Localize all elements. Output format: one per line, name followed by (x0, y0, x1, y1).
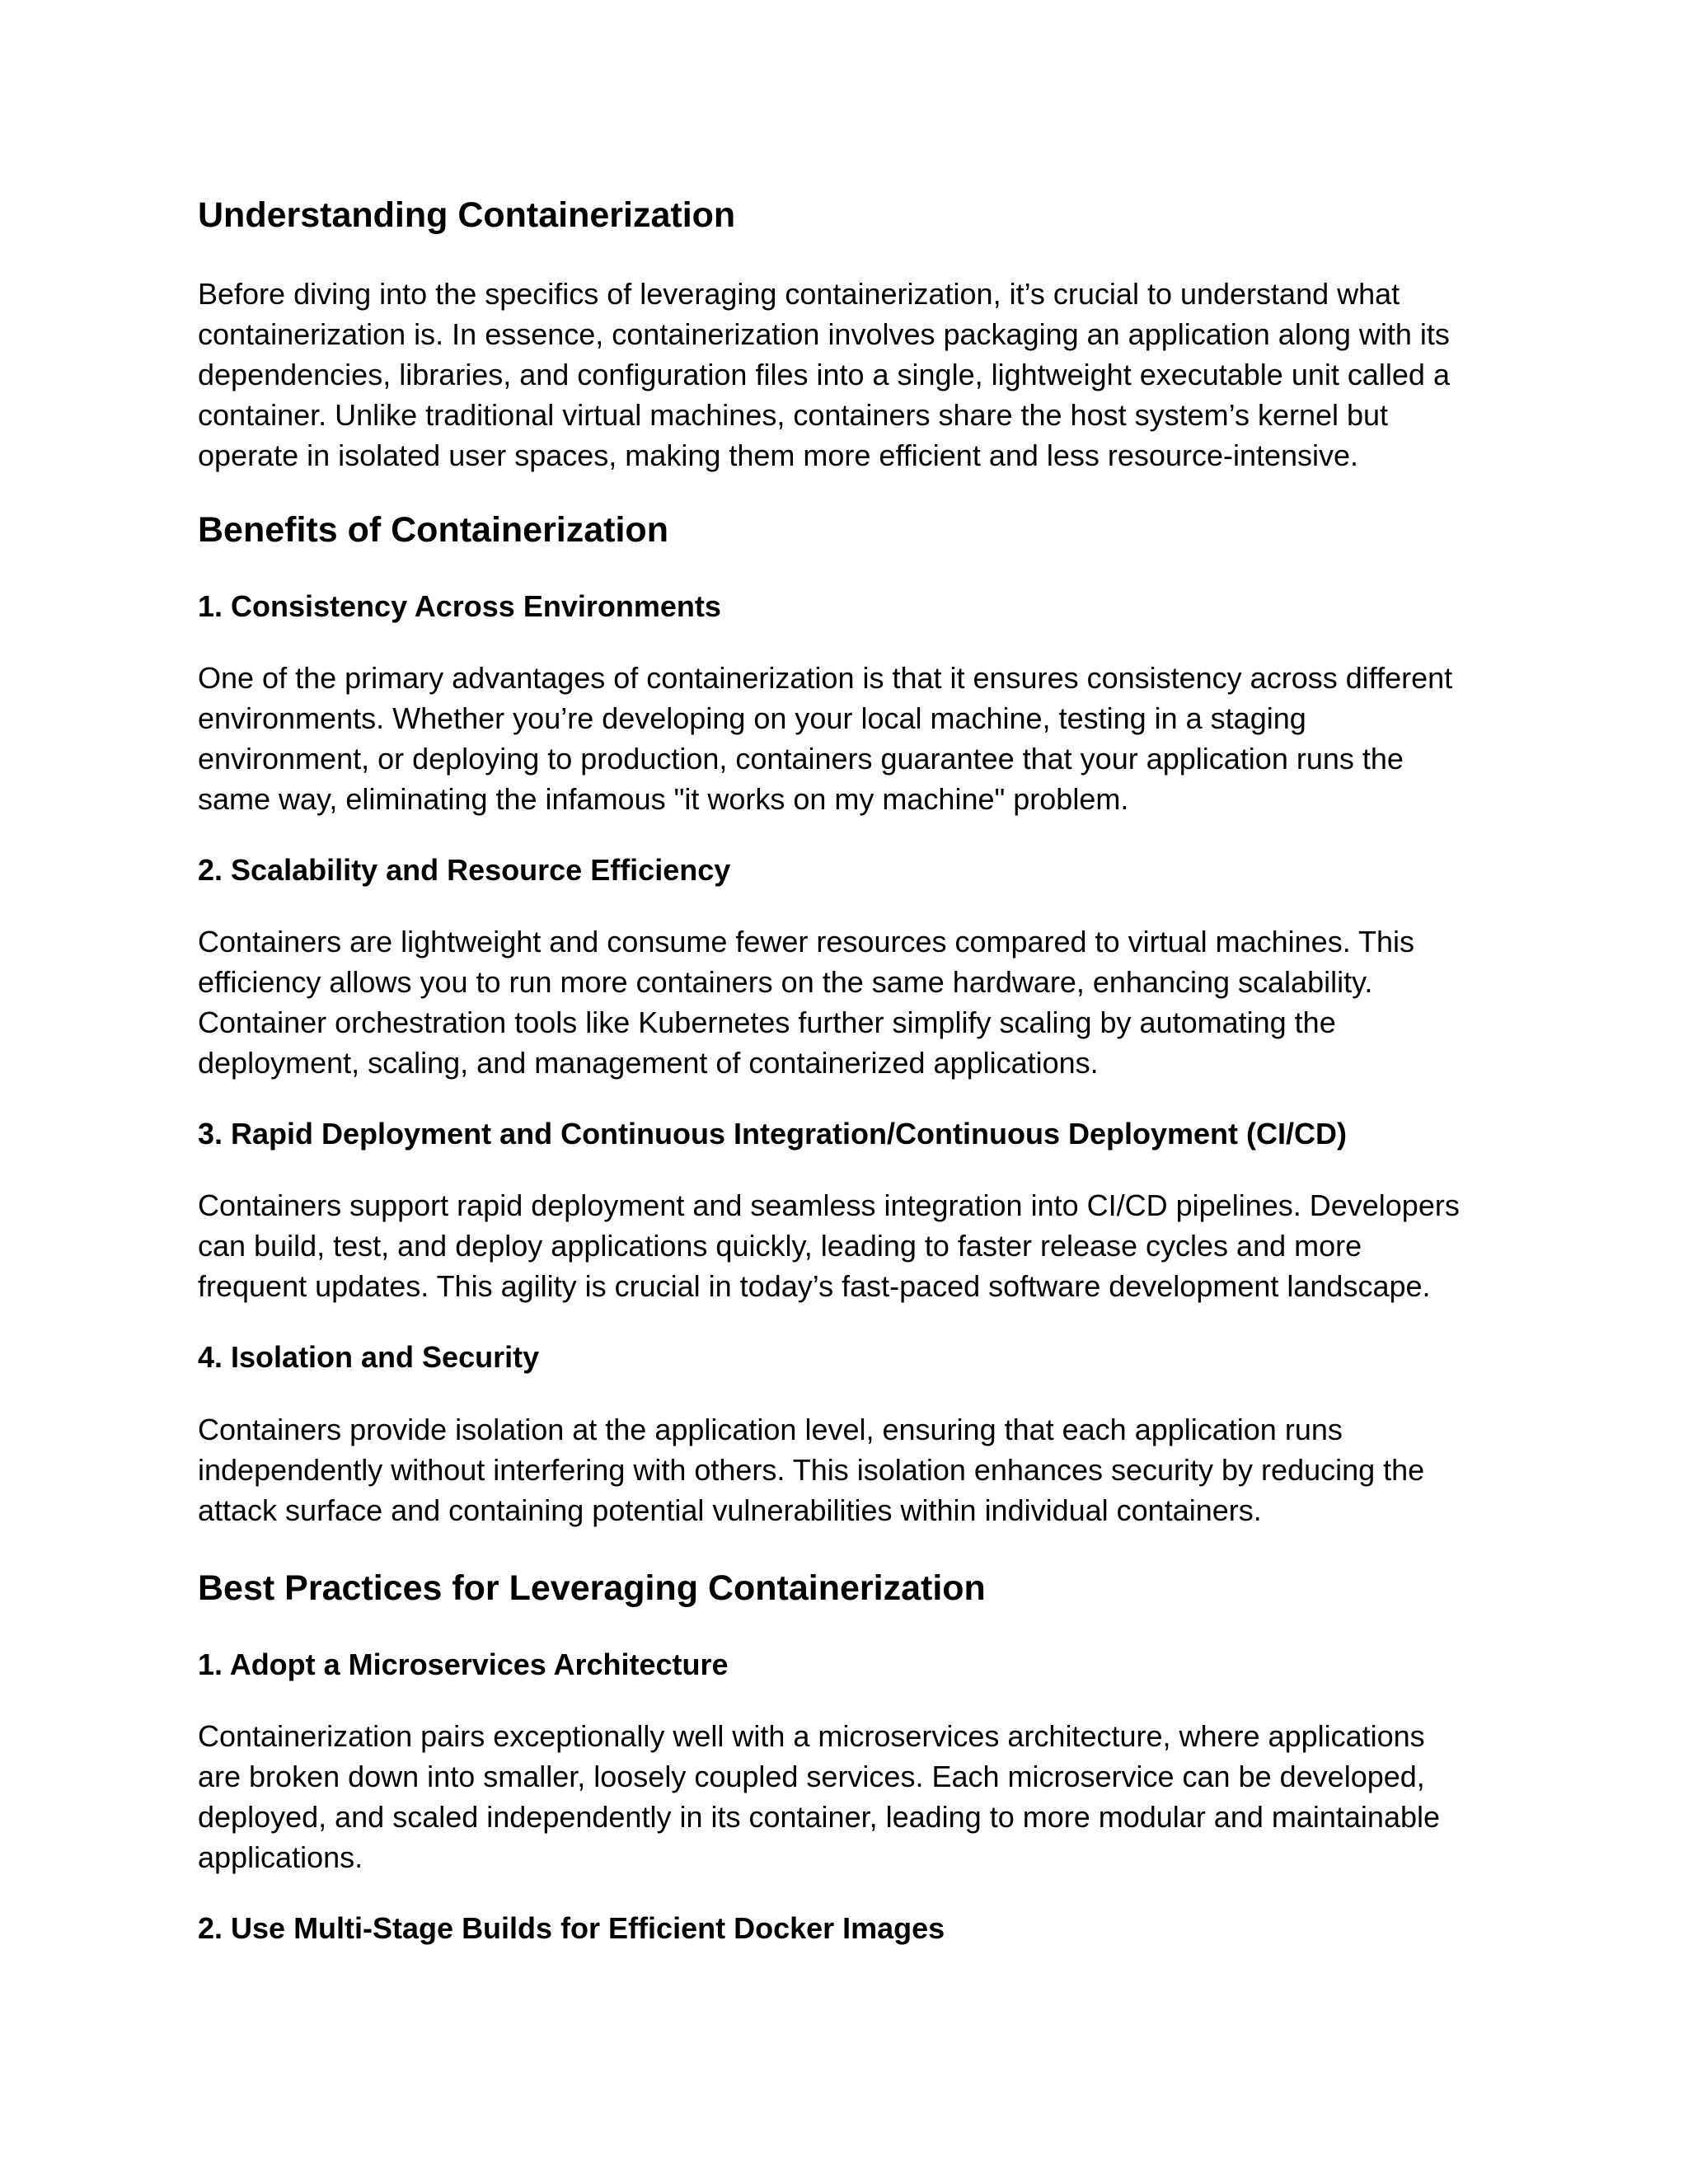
text-line: applications. (198, 1840, 363, 1874)
text-line: independently without interfering with others. This isolation enhances security by reducing the (198, 1453, 1425, 1487)
text-line: environment, or deploying to production, containers guarantee that your application runs the (198, 742, 1404, 776)
paragraph-isolation-security (198, 1409, 1424, 1530)
text-line: operate in isolated user spaces, making them more efficient and less resource-intensive. (198, 438, 1359, 472)
text-line: One of the primary advantages of containerization is that it ensures consistency across different (198, 661, 1453, 695)
subheading-scalability: 2. Scalability and Resource Efficiency (198, 853, 731, 887)
heading-understanding-containerization: Understanding Containerization (198, 195, 736, 235)
paragraph-rapid-deployment (198, 1185, 1460, 1306)
heading-best-practices: Best Practices for Leveraging Containerization (198, 1568, 986, 1608)
text-line: frequent updates. This agility is crucial in today’s fast-paced software development landscape. (198, 1269, 1431, 1303)
heading-benefits-of-containerization: Benefits of Containerization (198, 510, 668, 550)
text-line: environments. Whether you’re developing on your local machine, testing in a staging (198, 701, 1306, 735)
text-line: deployed, and scaled independently in its container, leading to more modular and maintainable (198, 1800, 1441, 1834)
subheading-multi-stage-builds: 2. Use Multi-Stage Builds for Efficient Docker Images (198, 1911, 945, 1945)
subheading-consistency: 1. Consistency Across Environments (198, 589, 721, 623)
paragraph-understanding (198, 274, 1450, 476)
text-line: containerization is. In essence, containerization involves packaging an application along with its (198, 317, 1450, 351)
subheading-rapid-deployment: 3. Rapid Deployment and Continuous Integration/Continuous Deployment (CI/CD) (198, 1117, 1347, 1151)
text-line: can build, test, and deploy applications quickly, leading to faster release cycles and more (198, 1229, 1362, 1263)
subheading-isolation-security: 4. Isolation and Security (198, 1340, 540, 1374)
text-line: Before diving into the specifics of leveraging containerization, it’s crucial to understand what (198, 277, 1400, 311)
paragraph-microservices (198, 1716, 1440, 1877)
text-line: Containers provide isolation at the application level, ensuring that each application runs (198, 1413, 1343, 1446)
text-line: Container orchestration tools like Kubernetes further simplify scaling by automating the (198, 1005, 1336, 1039)
text-line: dependencies, libraries, and configuration files into a single, lightweight executable unit called a (198, 358, 1450, 391)
text-line: attack surface and containing potential vulnerabilities within individual containers. (198, 1493, 1262, 1527)
text-line: same way, eliminating the infamous "it works on my machine" problem. (198, 782, 1129, 816)
text-line: Containerization pairs exceptionally well with a microservices architecture, where applications (198, 1719, 1425, 1753)
text-line: Containers support rapid deployment and seamless integration into CI/CD pipelines. Developers (198, 1188, 1460, 1222)
text-line: Containers are lightweight and consume fewer resources compared to virtual machines. This (198, 925, 1415, 958)
paragraph-scalability (198, 921, 1414, 1083)
subheading-microservices: 1. Adopt a Microservices Architecture (198, 1647, 729, 1681)
paragraph-consistency (198, 658, 1452, 819)
text-line: deployment, scaling, and management of containerized applications. (198, 1046, 1099, 1080)
text-line: efficiency allows you to run more containers on the same hardware, enhancing scalability. (198, 965, 1373, 999)
text-line: are broken down into smaller, loosely coupled services. Each microservice can be developed, (198, 1760, 1425, 1793)
text-line: container. Unlike traditional virtual machines, containers share the host system’s kernel but (198, 398, 1389, 432)
